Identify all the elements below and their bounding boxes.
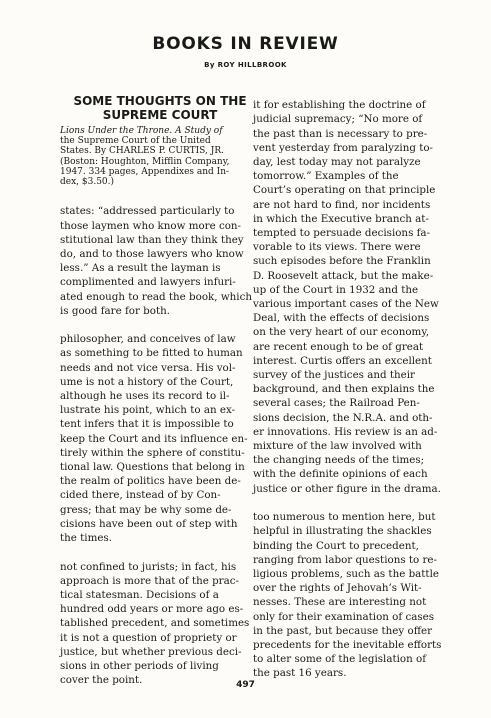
text-line: ligious problems, such as the battle xyxy=(253,567,439,580)
text-line: mixture of the law involved with xyxy=(253,440,422,453)
text-line: it is not a question of propriety or xyxy=(60,631,237,644)
left-column-text xyxy=(60,190,260,687)
text-line: tomorrow.” Examples of the xyxy=(253,170,399,183)
text-line: judicial supremacy; “No more of xyxy=(253,113,423,126)
text-line: Court’s operating on that principle xyxy=(253,184,436,197)
text-line: cover the point. xyxy=(60,674,143,687)
text-line: over the rights of Jehovah’s Wit- xyxy=(253,582,422,595)
text-line: sions decision, the N.R.A. and oth- xyxy=(253,411,433,424)
text-line: interest. Curtis offers an excellent xyxy=(253,354,432,367)
text-line: tional law. Questions that belong in xyxy=(60,461,245,474)
text-line: tent infers that it is impossible to xyxy=(60,418,234,431)
text-line: background, and then explains the xyxy=(253,383,435,396)
text-line: on the very heart of our economy, xyxy=(253,326,430,339)
text-line: those laymen who know more con- xyxy=(60,219,242,232)
text-line: tablished precedent, and sometimes xyxy=(60,617,250,630)
text-line: D. Roosevelt attack, but the make- xyxy=(253,269,434,282)
text-line: keep the Court and its influence en- xyxy=(60,432,248,445)
text-line: is good fare for both. xyxy=(60,304,170,317)
citation-line: States. By CHARLES P. CURTIS, JR. xyxy=(60,146,224,157)
text-line: states: “addressed particularly to xyxy=(60,205,235,218)
text-line: the past 16 years. xyxy=(253,667,347,680)
text-line: ated enough to read the book, which xyxy=(60,290,252,303)
text-line: tempted to persuade decisions fa- xyxy=(253,227,431,240)
section-heading: BOOKS IN REVIEW xyxy=(152,34,339,54)
text-line: tirely within the sphere of constitu- xyxy=(60,446,245,459)
text-line: hundred odd years or more ago es- xyxy=(60,603,244,616)
citation-line: 1947. 334 pages, Appendixes and In- xyxy=(60,166,230,177)
text-line: various important cases of the New xyxy=(253,298,439,311)
author-byline: By ROY HILLBROOK xyxy=(204,61,287,69)
text-line: only for their examination of cases xyxy=(253,610,435,623)
text-line xyxy=(253,496,453,510)
book-citation xyxy=(60,126,260,187)
page-number: 497 xyxy=(236,680,255,690)
text-line: as something to be fitted to human xyxy=(60,347,243,360)
text-line: cided there, instead of by Con- xyxy=(60,489,221,502)
text-line: day, lest today may not paralyze xyxy=(253,156,421,169)
text-line: tical statesman. Decisions of a xyxy=(60,588,219,601)
text-line: less.” As a result the layman is xyxy=(60,262,221,275)
right-column xyxy=(253,84,453,681)
text-line: do, and to those lawyers who know xyxy=(60,248,244,261)
citation-line: the Supreme Court of the United xyxy=(60,136,211,147)
text-line: with the definite opinions of each xyxy=(253,468,428,481)
text-line: justice or other figure in the drama. xyxy=(253,482,441,495)
text-line: needs and not vice versa. His vol- xyxy=(60,361,236,374)
text-line: such episodes before the Franklin xyxy=(253,255,431,268)
text-line xyxy=(60,545,260,559)
text-line: several cases; the Railroad Pen- xyxy=(253,397,420,410)
text-line: in the past, but because they offer xyxy=(253,624,433,637)
text-line: philosopher, and conceives of law xyxy=(60,333,236,346)
article-title-line: SUPREME COURT xyxy=(102,108,218,122)
text-line: in which the Executive branch at- xyxy=(253,212,429,225)
text-line: vent yesterday from paralyzing to- xyxy=(253,141,434,154)
text-line: are not hard to find, nor incidents xyxy=(253,198,431,211)
text-line: ume is not a history of the Court, xyxy=(60,375,234,388)
citation-line: dex, $3.50.) xyxy=(60,177,115,188)
text-line: justice, but whether previous deci- xyxy=(60,645,242,658)
text-line: binding the Court to precedent, xyxy=(253,539,419,552)
text-line: up of the Court in 1932 and the xyxy=(253,283,419,296)
text-line: Deal, with the effects of decisions xyxy=(253,312,430,325)
text-line: survey of the justices and their xyxy=(253,369,415,382)
text-line: not confined to jurists; in fact, his xyxy=(60,560,237,573)
text-line: the changing needs of the times; xyxy=(253,454,425,467)
article-title-line: SOME THOUGHTS ON THE xyxy=(73,94,247,108)
text-line: approach is more that of the prac- xyxy=(60,574,239,587)
citation-line: (Boston: Houghton, Mifflin Company, xyxy=(60,156,230,167)
text-line xyxy=(60,318,260,332)
text-line: to alter some of the legislation of xyxy=(253,653,427,666)
text-line: stitutional law than they think they xyxy=(60,233,244,246)
text-line: are recent enough to be of great xyxy=(253,340,424,353)
text-line xyxy=(253,84,453,98)
text-line: gress; that may be why some de- xyxy=(60,503,232,516)
text-line: lustrate his point, which to an ex- xyxy=(60,404,236,417)
text-line: complimented and lawyers infuri- xyxy=(60,276,236,289)
text-line xyxy=(60,190,260,204)
text-line: er innovations. His review is an ad- xyxy=(253,425,438,438)
text-line: sions in other periods of living xyxy=(60,659,219,672)
text-line: helpful in illustrating the shackles xyxy=(253,525,432,538)
citation-line: Lions Under the Throne. A Study of xyxy=(60,126,223,136)
text-line: cisions have been out of step with xyxy=(60,517,238,530)
text-line: nesses. These are interesting not xyxy=(253,596,427,609)
text-line: the past than is necessary to pre- xyxy=(253,127,428,140)
text-line: the realm of politics have been de- xyxy=(60,475,241,488)
right-column-text xyxy=(253,84,453,681)
left-column xyxy=(60,84,260,687)
text-line: precedents for the inevitable efforts xyxy=(253,638,442,651)
article-title xyxy=(60,94,260,122)
text-line: too numerous to mention here, but xyxy=(253,511,436,524)
text-line: vorable to its views. There were xyxy=(253,241,421,254)
text-line: it for establishing the doctrine of xyxy=(253,99,426,112)
text-line: although he uses its record to il- xyxy=(60,390,230,403)
text-line: ranging from labor questions to re- xyxy=(253,553,437,566)
text-line: the times. xyxy=(60,532,112,545)
